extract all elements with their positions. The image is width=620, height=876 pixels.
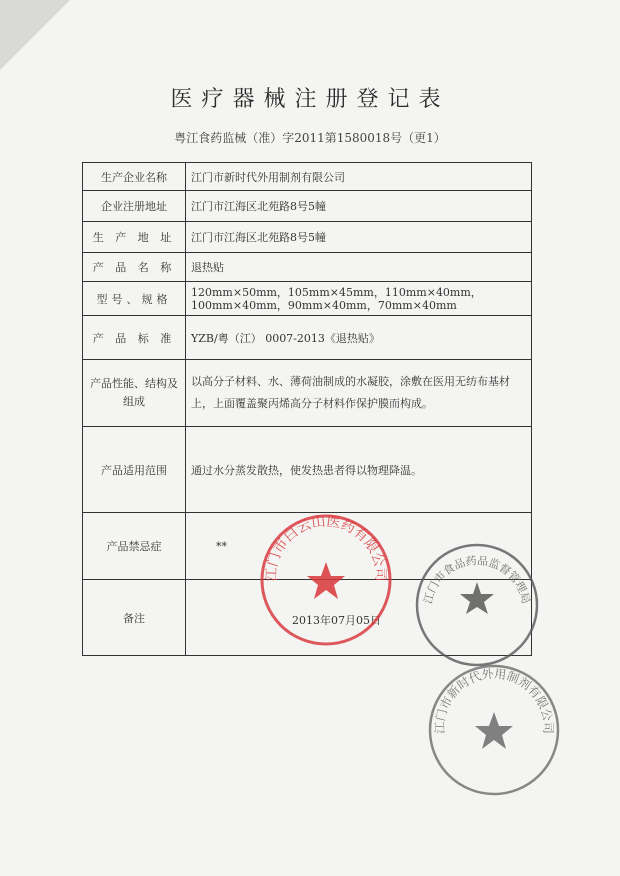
star-icon <box>460 582 494 614</box>
table-row <box>83 360 532 427</box>
svg-text:江门市新时代外用制剂有限公司: 江门市新时代外用制剂有限公司 <box>432 666 556 734</box>
row-label: 生 产 地 址 <box>83 222 186 253</box>
row-label: 产品禁忌症 <box>83 513 186 580</box>
row-label: 产 品 名 称 <box>83 253 186 282</box>
row-value: 江门市江海区北苑路8号5幢 <box>186 222 532 253</box>
row-value: YZB/粤（江） 0007-2013《退热贴》 <box>186 316 532 360</box>
row-label: 型号、规格 <box>83 282 186 316</box>
svg-text:江门市食品药品监督管理局: 江门市食品药品监督管理局 <box>421 554 533 606</box>
row-value: 江门市新时代外用制剂有限公司 <box>186 163 532 191</box>
star-icon <box>475 712 513 749</box>
star-icon <box>307 562 345 599</box>
issue-date: 2013年07月05日 <box>292 614 381 627</box>
row-label: 备注 <box>83 580 186 656</box>
table-row <box>83 191 532 222</box>
row-label: 产品性能、结构及组成 <box>83 360 186 427</box>
row-label: 产品适用范围 <box>83 427 186 513</box>
row-label: 企业注册地址 <box>83 191 186 222</box>
table-row <box>83 163 532 191</box>
row-value: 以高分子材料、水、薄荷油制成的水凝胶，涂敷在医用无纺布基材上，上面覆盖聚丙烯高分子材料作保护膜而构成。 <box>186 360 532 427</box>
table-row <box>83 282 532 316</box>
row-value: 通过水分蒸发散热，使发热患者得以物理降温。 <box>186 427 532 513</box>
document-title: 医疗器械注册登记表 <box>170 87 450 112</box>
paper-fold <box>0 0 70 70</box>
row-value: 退热贴 <box>186 253 532 282</box>
table-row <box>83 316 532 360</box>
row-label: 生产企业名称 <box>83 163 186 191</box>
row-value: 江门市江海区北苑路8号5幢 <box>186 191 532 222</box>
company-seal <box>424 660 564 800</box>
seal-text: 江门市白云山医药有限公司 <box>263 513 389 582</box>
table-row <box>83 427 532 513</box>
row-value: 120mm×50mm，105mm×45mm，110mm×40mm，100mm×40mm，90mm×40mm，70mm×40mm <box>186 282 532 316</box>
row-value: ** <box>186 513 532 580</box>
registration-number: 粤江食药监械（准）字2011第1580018号（更1） <box>174 131 446 145</box>
table-row <box>83 253 532 282</box>
table-row <box>83 222 532 253</box>
official-seal <box>412 540 542 670</box>
row-label: 产 品 标 准 <box>83 316 186 360</box>
red-company-seal <box>256 510 396 650</box>
